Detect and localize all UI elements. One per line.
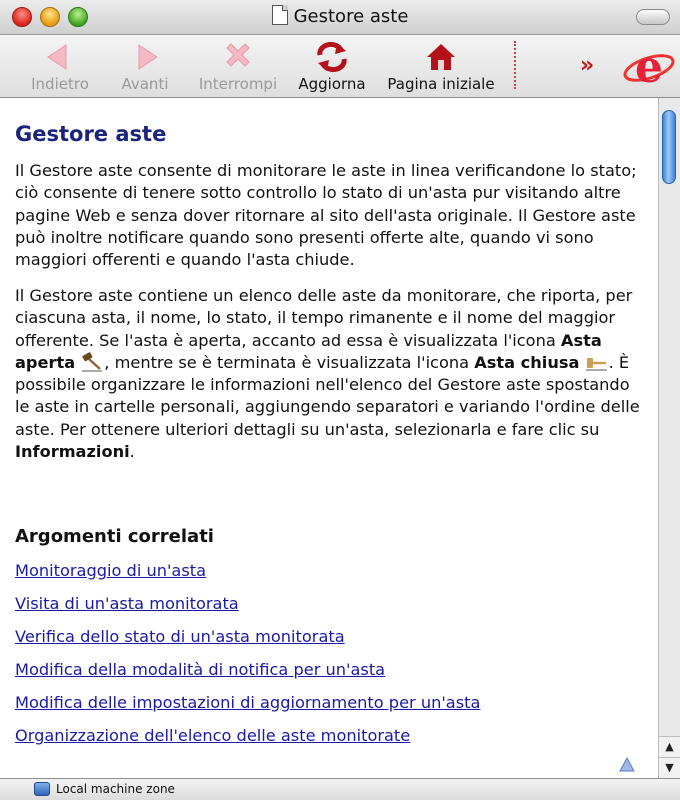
toolbar-toggle-button[interactable] [636,9,670,25]
back-arrow-icon [44,41,76,73]
home-label: Pagina iniziale [387,75,495,93]
p2-text-c: . È possibile organizzare le informazioni nell'elenco del Gestore aste spostando le aste in cartelle personali, aggiungendo separatori e variando l'ordine delle aste. Per ottenere ulteriori dettagli su un'asta, selezionarla e fare clic su [15,352,640,439]
toolbar-separator [514,41,516,89]
svg-text:e: e [635,42,663,93]
back-button[interactable] [22,35,98,97]
closed-auction-term: Asta chiusa [474,352,580,372]
vertical-scrollbar[interactable] [658,98,680,778]
toolbar-overflow-button[interactable]: » [580,53,595,78]
open-auction-gavel-icon [80,352,104,372]
security-zone-icon [34,782,50,796]
related-link[interactable]: Visita di un'asta monitorata [15,594,239,613]
internet-explorer-logo-icon [622,39,676,93]
p2-text-b: , mentre se è terminata è visualizzata l'icona [104,352,475,372]
related-link[interactable]: Monitoraggio di un'asta [15,561,207,580]
scrollbar-thumb[interactable] [662,110,676,184]
refresh-icon [315,41,349,73]
stop-label: Interrompi [198,75,278,93]
forward-label: Avanti [121,75,169,93]
stop-x-icon [222,41,254,73]
home-icon [425,41,457,73]
closed-auction-gavel-icon [585,352,609,372]
page-scroll-indicator-icon [618,756,636,774]
p2-text-end: . [129,442,135,462]
page-title: Gestore aste [15,122,167,146]
window-titlebar [0,0,680,35]
related-link[interactable]: Modifica delle impostazioni di aggiornamento per un'asta [15,693,481,712]
forward-arrow-icon [129,41,161,73]
open-auction-term: Asta aperta [15,330,602,372]
window-title-text: Gestore aste [293,6,409,27]
refresh-button[interactable] [292,35,372,97]
home-button[interactable] [382,35,500,97]
back-label: Indietro [31,75,89,93]
refresh-label: Aggiorna [298,75,366,93]
related-topics-heading: Argomenti correlati [15,526,214,547]
document-icon [272,5,288,25]
related-link[interactable]: Modifica della modalità di notifica per un'asta [15,660,386,679]
forward-button[interactable] [110,35,180,97]
info-term: Informazioni [15,442,130,462]
related-link[interactable]: Verifica dello stato di un'asta monitorata [15,627,345,646]
description-paragraph [15,285,645,463]
intro-paragraph: Il Gestore aste consente di monitorare le aste in linea verificandone lo stato; ciò consente di tenere sotto controllo lo stato di un'asta pur visitando altre pagine Web e senza dover ritornare al sito dell'asta originale. Il Gestore aste può inoltre notificare quando sono presenti offerte alte, quando vi sono maggiori offerenti e quando l'asta chiude. [15,161,637,270]
stop-button[interactable] [192,35,284,97]
related-link[interactable]: Organizzazione dell'elenco delle aste monitorate [15,726,411,745]
security-zone-label: Local machine zone [56,782,175,796]
help-content [0,98,658,778]
browser-toolbar [0,35,680,98]
p2-text-a: Il Gestore aste contiene un elenco delle aste da monitorare, che riporta, per ciascuna asta, il nome, lo stato, il tempo rimanente e il nome del maggior offerente. Se l'asta è aperta, accanto ad essa è visualizzata l'icona [15,286,633,350]
window-title [0,5,680,27]
status-bar [0,778,680,800]
scroll-down-arrow-icon[interactable]: ▼ [659,757,680,778]
scroll-up-arrow-icon[interactable]: ▲ [659,736,680,757]
